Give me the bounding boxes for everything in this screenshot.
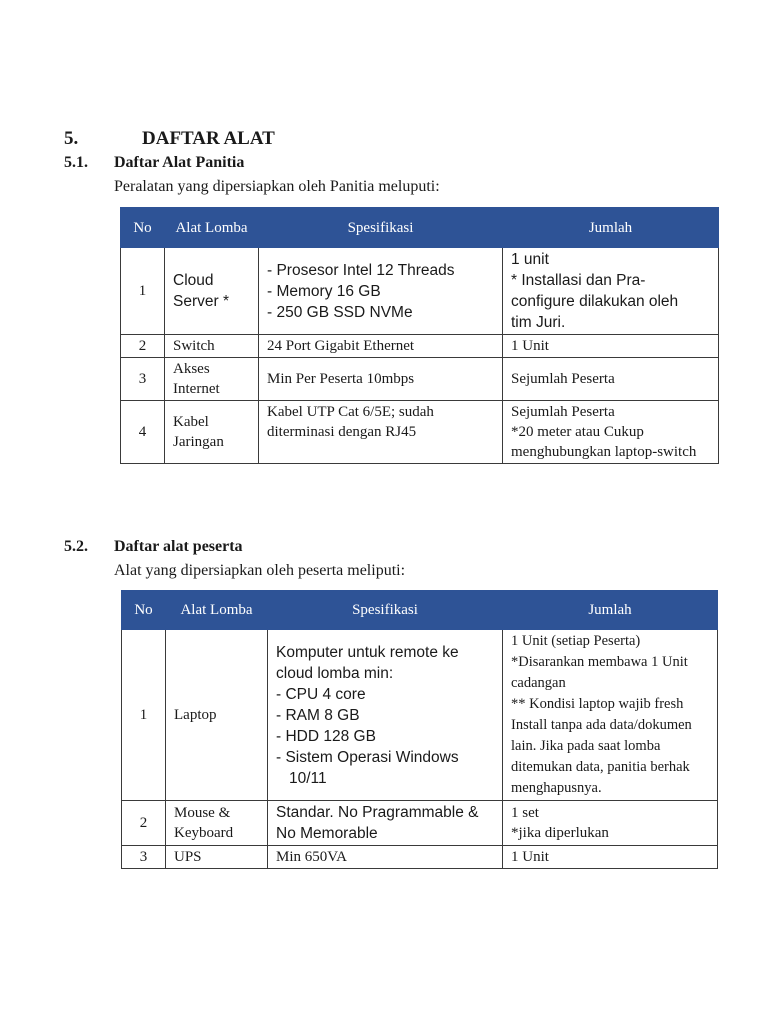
- subsection-2-heading: [64, 538, 243, 556]
- section-title: DAFTAR ALAT: [142, 128, 275, 149]
- header-jumlah: Jumlah: [503, 591, 718, 630]
- cell-spesifikasi: Komputer untuk remote ke cloud lomba min: - CPU 4 core - RAM 8 GB - HDD 128 GB - Sistem Operasi Windows 10/11: [268, 630, 503, 801]
- header-no: No: [122, 591, 166, 630]
- cell-jumlah: 1 Unit: [503, 846, 718, 869]
- cell-spesifikasi: - Prosesor Intel 12 Threads - Memory 16 GB - 250 GB SSD NVMe: [259, 248, 503, 335]
- cell-jumlah: 1 unit * Installasi dan Pra- configure dilakukan oleh tim Juri.: [503, 248, 719, 335]
- cell-no: 3: [122, 846, 166, 869]
- table-row: [122, 630, 718, 801]
- cell-spesifikasi: 24 Port Gigabit Ethernet: [259, 335, 503, 358]
- table-header-row: [121, 208, 719, 248]
- table-row: [121, 401, 719, 464]
- header-alat-lomba: Alat Lomba: [165, 208, 259, 248]
- cell-jumlah: Sejumlah Peserta: [503, 358, 719, 401]
- cell-jumlah: Sejumlah Peserta *20 meter atau Cukup menghubungkan laptop-switch: [503, 401, 719, 464]
- table-row: [121, 248, 719, 335]
- cell-alat: Laptop: [166, 630, 268, 801]
- cell-no: 1: [121, 248, 165, 335]
- cell-alat: Mouse & Keyboard: [166, 801, 268, 846]
- table-header-row: [122, 591, 718, 630]
- cell-alat: Kabel Jaringan: [165, 401, 259, 464]
- subsection-1-heading: [64, 154, 244, 172]
- cell-alat: Switch: [165, 335, 259, 358]
- table-row: [121, 335, 719, 358]
- cell-no: 1: [122, 630, 166, 801]
- subsection-1-number: 5.1.: [64, 154, 88, 171]
- cell-spesifikasi: Kabel UTP Cat 6/5E; sudah diterminasi dengan RJ45: [259, 401, 503, 464]
- header-spesifikasi: Spesifikasi: [268, 591, 503, 630]
- cell-spesifikasi: Standar. No Pragrammable & No Memorable: [268, 801, 503, 846]
- cell-no: 3: [121, 358, 165, 401]
- header-no: No: [121, 208, 165, 248]
- subsection-1-intro: Peralatan yang dipersiapkan oleh Panitia meluputi:: [114, 178, 440, 195]
- table-row: [122, 846, 718, 869]
- cell-no: 2: [122, 801, 166, 846]
- section-heading: [64, 128, 275, 150]
- header-alat-lomba: Alat Lomba: [166, 591, 268, 630]
- peserta-equipment-table: [121, 590, 718, 869]
- cell-alat: Cloud Server *: [165, 248, 259, 335]
- cell-no: 4: [121, 401, 165, 464]
- section-number: 5.: [64, 128, 79, 149]
- header-spesifikasi: Spesifikasi: [259, 208, 503, 248]
- cell-jumlah: 1 set *jika diperlukan: [503, 801, 718, 846]
- cell-spesifikasi: Min Per Peserta 10mbps: [259, 358, 503, 401]
- table-row: [121, 358, 719, 401]
- subsection-1-title: Daftar Alat Panitia: [114, 154, 245, 171]
- cell-alat: Akses Internet: [165, 358, 259, 401]
- panitia-equipment-table: [120, 207, 719, 464]
- cell-no: 2: [121, 335, 165, 358]
- header-jumlah: Jumlah: [503, 208, 719, 248]
- cell-jumlah: 1 Unit: [503, 335, 719, 358]
- subsection-2-number: 5.2.: [64, 538, 88, 555]
- subsection-2-intro: Alat yang dipersiapkan oleh peserta meliputi:: [114, 562, 406, 579]
- table-row: [122, 801, 718, 846]
- subsection-2-title: Daftar alat peserta: [114, 538, 243, 555]
- cell-alat: UPS: [166, 846, 268, 869]
- cell-jumlah: 1 Unit (setiap Peserta) *Disarankan membawa 1 Unit cadangan ** Kondisi laptop wajib fresh Install tanpa ada data/dokumen lain. Jika pada saat lomba ditemukan data, panitia berhak menghapusnya.: [503, 630, 718, 801]
- cell-spesifikasi: Min 650VA: [268, 846, 503, 869]
